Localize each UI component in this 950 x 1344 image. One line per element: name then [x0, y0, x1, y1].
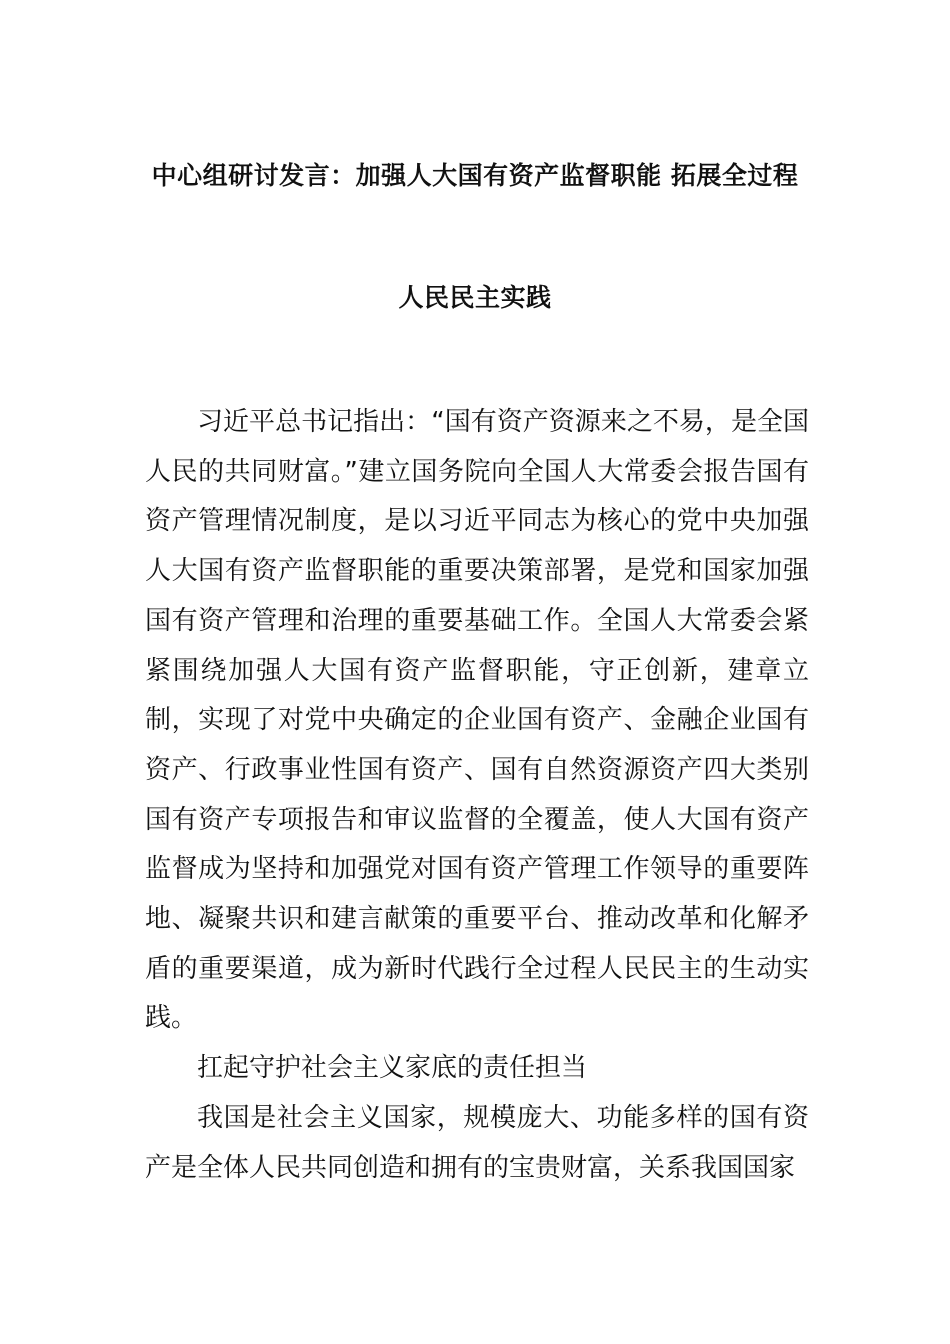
document-body	[145, 398, 809, 1193]
document-title-line-2: 人民民主实践	[398, 283, 552, 312]
document-title-line-1: 中心组研讨发言：加强人大国有资产监督职能 拓展全过程	[151, 161, 799, 190]
section-heading: 扛起守护社会主义家底的责任担当	[197, 1053, 588, 1084]
body-paragraph: 习近平总书记指出：“国有资产资源来之不易，是全国人民的共同财富。”建立国务院向全国人大常委会报告国有资产管理情况制度，是以习近平同志为核心的党中央加强人大国有资产监督职能的重要决策部署，是党和国家加强国有资产管理和治理的重要基础工作。全国人大常委会紧紧围绕加强人大国有资产监督职能，守正创新，建章立制，实现了对党中央确定的企业国有资产、金融企业国有资产、行政事业性国有资产、国有自然资源资产四大类别国有资产专项报告和审议监督的全覆盖，使人大国有资产监督成为坚持和加强党对国有资产管理工作领导的重要阵地、凝聚共识和建言献策的重要平台、推动改革和化解矛盾的重要渠道，成为新时代践行全过程人民民主的生动实践。	[145, 407, 809, 1034]
body-paragraph: 我国是社会主义国家，规模庞大、功能多样的国有资产是全体人民共同创造和拥有的宝贵财富，关系我国国家	[145, 1102, 809, 1183]
